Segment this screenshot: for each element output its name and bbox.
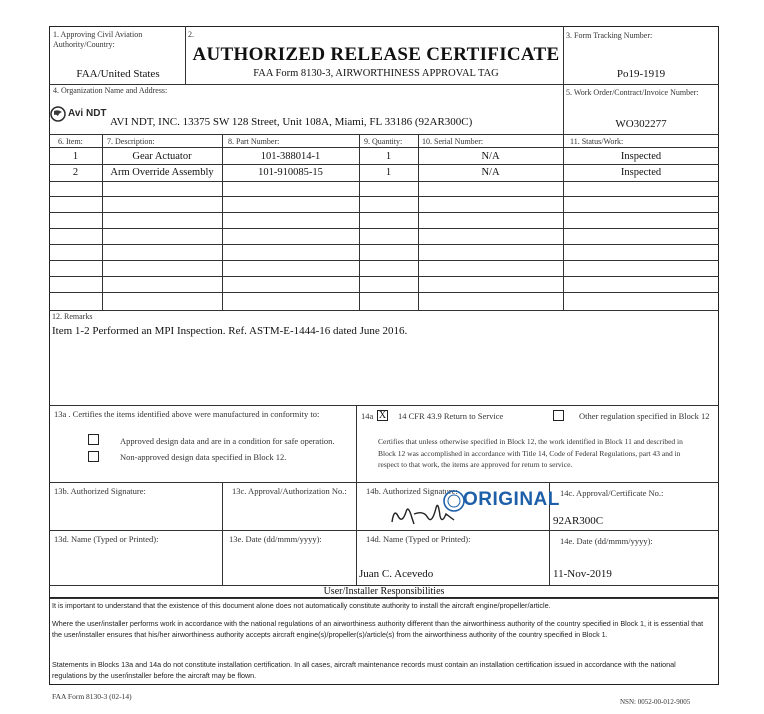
return-to-service-checkbox[interactable]: X (378, 410, 387, 421)
approved-design-checkbox[interactable] (88, 434, 99, 445)
remarks-text: Item 1-2 Performed an MPI Inspection. Ref. ASTM-E-1444-16 dated June 2016. (52, 325, 408, 337)
cell-serial: N/A (481, 167, 500, 178)
col-header-quantity: 9. Quantity: (364, 137, 403, 146)
cell-item: 1 (72, 151, 79, 162)
block14e-label: 14e. Date (dd/mmm/yyyy): (560, 536, 653, 546)
responsibilities-heading: User/Installer Responsibilities (323, 586, 445, 597)
cell-description: Arm Override Assembly (110, 167, 214, 178)
globe-icon (50, 106, 66, 122)
cell-quantity: 1 (385, 151, 392, 162)
cell-description: Gear Actuator (132, 151, 192, 162)
block3-label: 3. Form Tracking Number: (566, 31, 653, 40)
block14c-label: 14c. Approval/Certificate No.: (560, 488, 664, 498)
divider (356, 405, 357, 585)
return-to-service-label: 14 CFR 43.9 Return to Service (398, 411, 504, 421)
divider (49, 482, 719, 483)
other-regulation-label: Other regulation specified in Block 12 (579, 411, 710, 421)
block14e-value: 11-Nov-2019 (553, 568, 612, 580)
block5-label: 5. Work Order/Contract/Invoice Number: (566, 88, 699, 97)
cell-part-number: 101-388014-1 (260, 151, 321, 162)
form-subtitle: FAA Form 8130-3, AIRWORTHINESS APPROVAL TAG (253, 68, 499, 79)
block13d-label: 13d. Name (Typed or Printed): (54, 534, 159, 544)
block14c-value: 92AR300C (553, 515, 604, 527)
divider (185, 26, 186, 84)
divider (563, 26, 564, 84)
nsn-number: NSN: 0052-00-012-9005 (620, 698, 691, 706)
cell-status: Inspected (620, 151, 662, 162)
block13b-label: 13b. Authorized Signature: (54, 486, 146, 496)
non-approved-design-label: Non-approved design data specified in Block 12. (120, 452, 287, 462)
company-logo (50, 106, 108, 122)
block1-label: 1. Approving Civil Aviation Authority/Country: (53, 30, 143, 49)
other-regulation-checkbox[interactable] (553, 410, 564, 421)
divider (49, 405, 719, 406)
col-header-description: 7. Description: (107, 137, 155, 146)
block1-value: FAA/United States (76, 68, 160, 80)
block14b-label: 14b. Authorized Signature: (366, 486, 458, 496)
responsibilities-box (49, 598, 719, 685)
divider (49, 134, 719, 135)
block14a-label: 14a (361, 411, 374, 421)
responsibilities-para-1: It is important to understand that the existence of this document alone does not automatically constitute authority to install the aircraft engine/propeller/article. (52, 601, 551, 610)
col-header-part-number: 8. Part Number: (228, 137, 280, 146)
approved-design-label: Approved design data and are in a condition for safe operation. (120, 436, 335, 446)
divider (49, 530, 719, 531)
form-id: FAA Form 8130-3 (02-14) (52, 692, 132, 701)
logo-text: Avi NDT (68, 108, 107, 119)
cell-part-number: 101-910085-15 (258, 167, 323, 178)
form-title: AUTHORIZED RELEASE CERTIFICATE (192, 44, 560, 65)
col-header-serial: 10. Serial Number: (422, 137, 484, 146)
divider (49, 84, 719, 85)
block13c-label: 13c. Approval/Authorization No.: (232, 486, 347, 496)
block13a-label: 13a . Certifies the items identified above were manufactured in conformity to: (54, 409, 320, 419)
cell-item: 2 (72, 167, 79, 178)
block14a-certification-text: Certifies that unless otherwise specified in Block 12, the work identified in Block 11 and described in Block 12 was accomplished in accordance with Title 14, Code of Federal Regulations, part 43 and in respect to that work, the items are approved for return to service. (378, 437, 683, 469)
divider (222, 482, 223, 585)
col-header-item: 6. Item: (58, 137, 83, 146)
cell-quantity: 1 (385, 167, 392, 178)
stamp-text: ORIGINAL (463, 489, 560, 510)
cell-serial: N/A (481, 151, 500, 162)
block3-value: Po19-1919 (616, 68, 666, 80)
block4-label: 4. Organization Name and Address: (53, 86, 168, 95)
responsibilities-para-3: Statements in Blocks 13a and 14a do not constitute installation certification. In all cases, aircraft maintenance records must contain an installation certification issued in accordance with the national regulations by the user/installer before the aircraft may be flown. (52, 660, 676, 680)
block14d-label: 14d. Name (Typed or Printed): (366, 534, 471, 544)
block2-label: 2. (188, 30, 194, 39)
cell-status: Inspected (620, 167, 662, 178)
remarks-label: 12. Remarks (52, 312, 93, 321)
responsibilities-para-2: Where the user/installer performs work in accordance with the national regulations of an airworthiness authority different than the airworthiness authority of the country specified in Block 1, it is essential that the user/installer ensures that his/her airworthiness authority accepts aircraft engine(s)/propeller(s)/article(s) from the airworthiness authority of the country specified in Block 1. (52, 619, 704, 639)
block5-value: WO302277 (615, 118, 667, 130)
block13e-label: 13e. Date (dd/mmm/yyyy): (229, 534, 322, 544)
col-header-status: 11. Status/Work: (570, 137, 624, 146)
original-stamp (442, 488, 560, 514)
block4-value: AVI NDT, INC. 13375 SW 128 Street, Unit 108A, Miami, FL 33186 (92AR300C) (110, 116, 473, 128)
divider (563, 84, 564, 134)
block14d-value: Juan C. Acevedo (359, 568, 434, 580)
non-approved-design-checkbox[interactable] (88, 451, 99, 462)
